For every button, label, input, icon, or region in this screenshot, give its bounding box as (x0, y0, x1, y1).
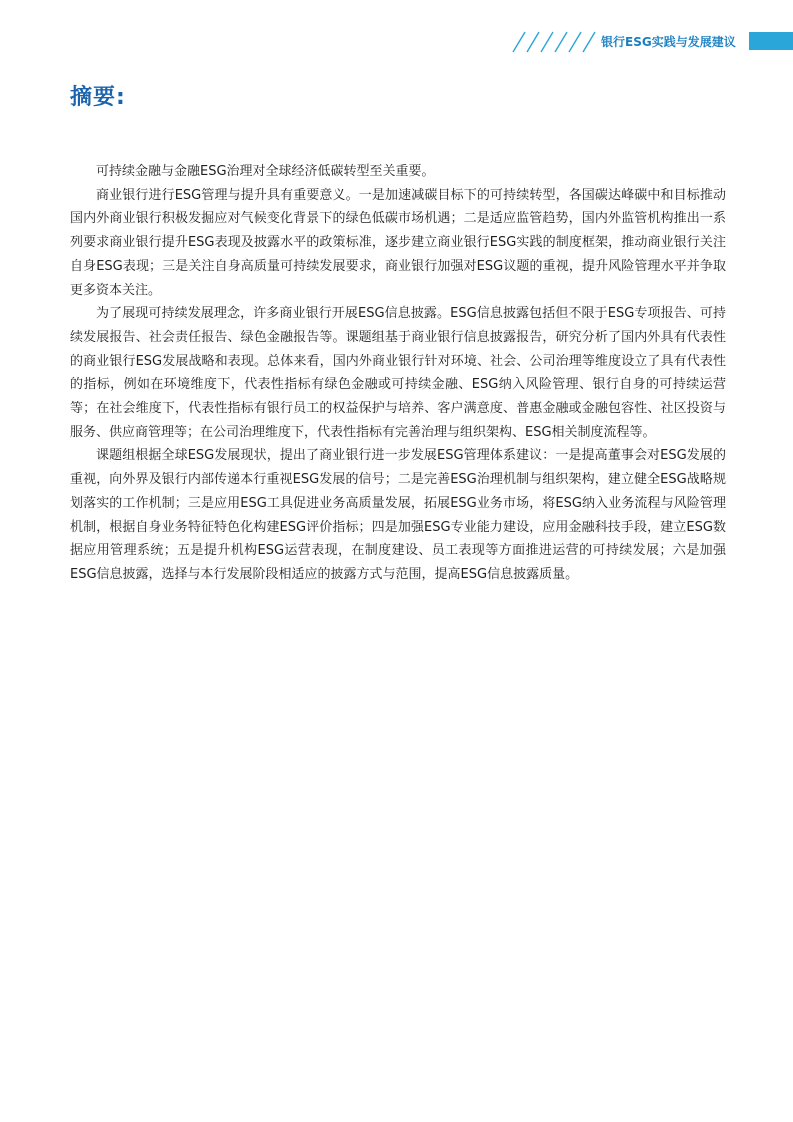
abstract-body (70, 160, 726, 587)
header-accent-bar (749, 32, 793, 50)
abstract-paragraph-2: 商业银行进行ESG管理与提升具有重要意义。一是加速减碳目标下的可持续转型，各国碳达峰碳中和目标推动国内外商业银行积极发掘应对气候变化背景下的绿色低碳市场机遇；二是适应监管趋势，国内外监管机构推出一系列要求商业银行提升ESG表现及披露水平的政策标准，逐步建立商业银行ESG实践的制度框架，推动商业银行关注自身ESG表现；三是关注自身高质量可持续发展要求，商业银行加强对ESG议题的重视，提升风险管理水平并争取更多资本关注。 (70, 187, 726, 298)
slash-stripes-decoration (505, 30, 597, 54)
header-title: 银行ESG实践与发展建议 (601, 35, 736, 49)
page-header (0, 30, 793, 54)
abstract-paragraph-4: 课题组根据全球ESG发展现状，提出了商业银行进一步发展ESG管理体系建议：一是提高董事会对ESG发展的重视，向外界及银行内部传递本行重视ESG发展的信号；二是完善ESG治理机制与组织架构，建立健全ESG战略规划落实的工作机制；三是应用ESG工具促进业务高质量发展，拓展ESG业务市场，将ESG纳入业务流程与风险管理机制，根据自身业务特征特色化构建ESG评价指标；四是加强ESG专业能力建设，应用金融科技手段，建立ESG数据应用管理系统；五是提升机构ESG运营表现，在制度建设、员工表现等方面推进运营的可持续发展；六是加强ESG信息披露，选择与本行发展阶段相适应的披露方式与范围，提高ESG信息披露质量。 (70, 448, 726, 582)
abstract-paragraph-3: 为了展现可持续发展理念，许多商业银行开展ESG信息披露。ESG信息披露包括但不限于ESG专项报告、可持续发展报告、社会责任报告、绿色金融报告等。课题组基于商业银行信息披露报告，研究分析了国内外具有代表性的商业银行ESG发展战略和表现。总体来看，国内外商业银行针对环境、社会、公司治理等维度设立了具有代表性的指标，例如在环境维度下，代表性指标有绿色金融或可持续金融、ESG纳入风险管理、银行自身的可持续运营等；在社会维度下，代表性指标有银行员工的权益保护与培养、客户满意度、普惠金融或金融包容性、社区投资与服务、供应商管理等；在公司治理维度下，代表性指标有完善治理与组织架构、ESG相关制度流程等。 (70, 306, 726, 440)
abstract-title: 摘要: (70, 85, 126, 110)
abstract-paragraph-1: 可持续金融与金融ESG治理对全球经济低碳转型至关重要。 (96, 164, 435, 179)
